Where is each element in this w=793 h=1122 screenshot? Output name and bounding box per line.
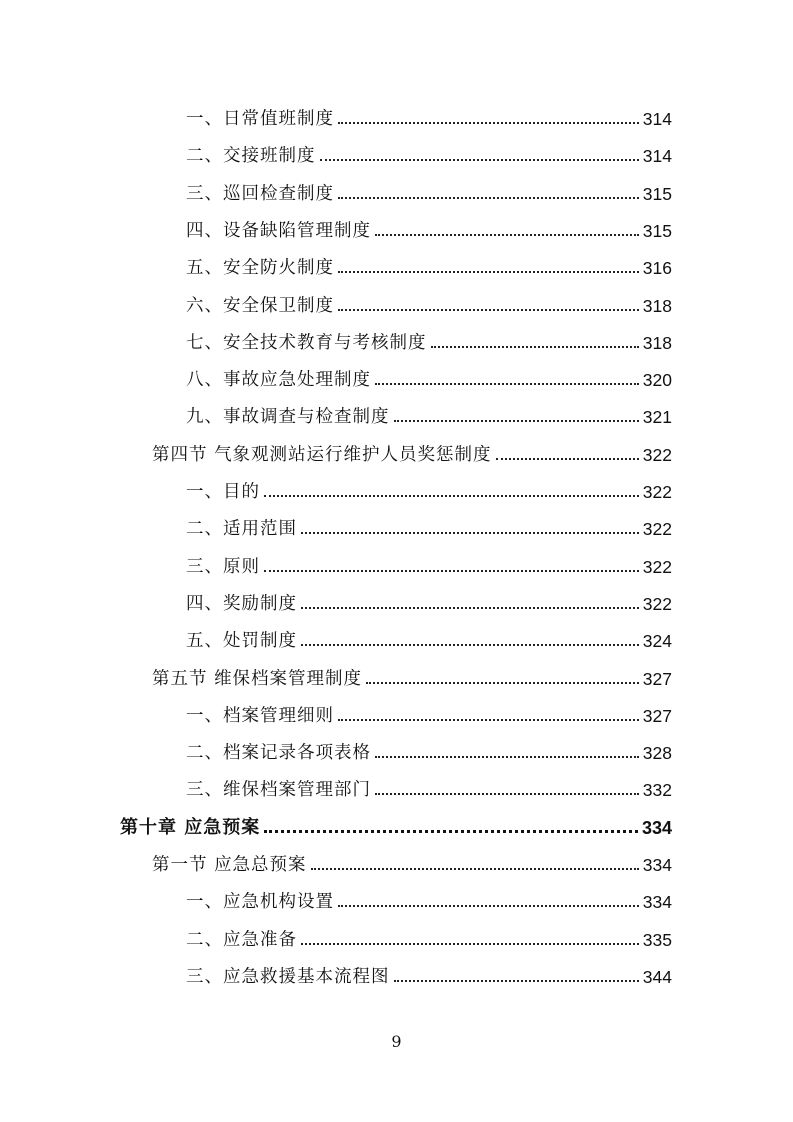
toc-entry-title: 第十章 应急预案 [120,816,261,838]
toc-subsection-entry[interactable] [186,100,672,130]
toc-entry-page-number: 315 [642,220,672,241]
toc-subsection-entry[interactable] [186,585,672,615]
toc-entry-title: 九、事故调查与检查制度 [186,407,390,428]
toc-entry-page-number: 318 [642,332,672,353]
toc-dot-leader [338,905,639,907]
toc-entry-title: 三、应急救援基本流程图 [186,966,390,987]
toc-dot-leader [375,756,639,758]
toc-entry-page-number: 320 [642,370,672,391]
toc-entry-page-number: 334 [642,892,672,913]
toc-subsection-entry[interactable] [186,137,672,167]
toc-entry-title: 第一节 应急总预案 [152,855,307,875]
toc-dot-leader [375,383,639,385]
toc-entry-page-number: 334 [642,855,672,875]
toc-dot-leader [264,570,639,572]
toc-dot-leader [496,458,639,460]
toc-entry-page-number: 328 [642,743,672,764]
toc-dot-leader [301,532,639,534]
toc-subsection-entry[interactable] [186,473,672,503]
toc-entry-title: 七、安全技术教育与考核制度 [186,332,427,353]
toc-entry-title: 四、奖励制度 [186,593,297,614]
toc-entry-page-number: 322 [642,444,672,465]
toc-subsection-entry[interactable] [186,883,672,913]
toc-entry-title: 二、应急准备 [186,929,297,950]
toc-subsection-entry[interactable] [186,548,672,578]
toc-subsection-entry[interactable] [186,510,672,540]
toc-entry-title: 一、档案管理细则 [186,705,334,726]
toc-entry-title: 一、日常值班制度 [186,109,334,129]
toc-dot-leader [264,830,638,833]
toc-dot-leader [338,122,639,124]
toc-chapter-entry[interactable] [120,809,672,839]
toc-subsection-entry[interactable] [186,958,672,988]
toc-dot-leader [366,682,639,684]
toc-subsection-entry[interactable] [186,249,672,279]
toc-entry-title: 六、安全保卫制度 [186,295,334,316]
toc-subsection-entry[interactable] [186,212,672,242]
toc-dot-leader [301,607,639,609]
toc-entry-page-number: 324 [642,631,672,652]
toc-section-entry[interactable] [152,846,672,876]
toc-entry-title: 三、原则 [186,556,260,577]
toc-subsection-entry[interactable] [186,921,672,951]
toc-entry-page-number: 322 [642,593,672,614]
toc-entry-page-number: 327 [642,668,672,689]
toc-dot-leader [375,793,639,795]
toc-entry-page-number: 315 [642,183,672,204]
toc-subsection-entry[interactable] [186,771,672,801]
toc-dot-leader [338,197,639,199]
toc-entry-page-number: 334 [641,817,672,838]
toc-entry-title: 二、适用范围 [186,519,297,540]
toc-entry-title: 第四节 气象观测站运行维护人员奖惩制度 [152,444,492,465]
toc-entry-page-number: 314 [642,146,672,167]
toc-entry-page-number: 332 [642,780,672,801]
toc-dot-leader [431,346,639,348]
toc-entry-page-number: 322 [642,556,672,577]
toc-dot-leader [375,234,639,236]
toc-subsection-entry[interactable] [186,361,672,391]
toc-entry-page-number: 327 [642,705,672,726]
toc-entry-title: 四、设备缺陷管理制度 [186,220,371,241]
toc-dot-leader [301,943,639,945]
toc-dot-leader [301,644,639,646]
toc-entry-title: 一、应急机构设置 [186,892,334,913]
toc-dot-leader [320,159,639,161]
toc-dot-leader [338,719,639,721]
toc-entry-title: 二、交接班制度 [186,146,316,167]
toc-dot-leader [311,868,639,870]
toc-entry-page-number: 344 [642,966,672,987]
toc-subsection-entry[interactable] [186,697,672,727]
toc-subsection-entry[interactable] [186,622,672,652]
toc-entry-title: 二、档案记录各项表格 [186,743,371,764]
toc-entry-page-number: 314 [642,109,672,129]
page-number: 9 [391,1032,402,1051]
toc-dot-leader [338,271,639,273]
toc-dot-leader [394,980,639,982]
toc-subsection-entry[interactable] [186,175,672,205]
toc-entry-title: 五、安全防火制度 [186,258,334,279]
toc-dot-leader [264,495,639,497]
toc-entry-page-number: 322 [642,482,672,502]
toc-entry-title: 八、事故应急处理制度 [186,370,371,391]
toc-entry-title: 三、巡回检查制度 [186,183,334,204]
toc-dot-leader [338,309,639,311]
toc-entry-page-number: 322 [642,519,672,540]
toc-entry-title: 一、目的 [186,482,260,502]
toc-entry-title: 三、维保档案管理部门 [186,780,371,801]
toc-entry-title: 五、处罚制度 [186,631,297,652]
toc-entry-page-number: 321 [642,407,672,428]
toc-section-entry[interactable] [152,660,672,690]
toc-section-entry[interactable] [152,436,672,466]
toc-subsection-entry[interactable] [186,324,672,354]
toc-entry-page-number: 335 [642,929,672,950]
toc-subsection-entry[interactable] [186,734,672,764]
toc-entry-title: 第五节 维保档案管理制度 [152,668,363,689]
toc-subsection-entry[interactable] [186,287,672,317]
toc-entry-page-number: 316 [642,258,672,279]
toc-dot-leader [394,420,639,422]
toc-entry-page-number: 318 [642,295,672,316]
toc-subsection-entry[interactable] [186,398,672,428]
